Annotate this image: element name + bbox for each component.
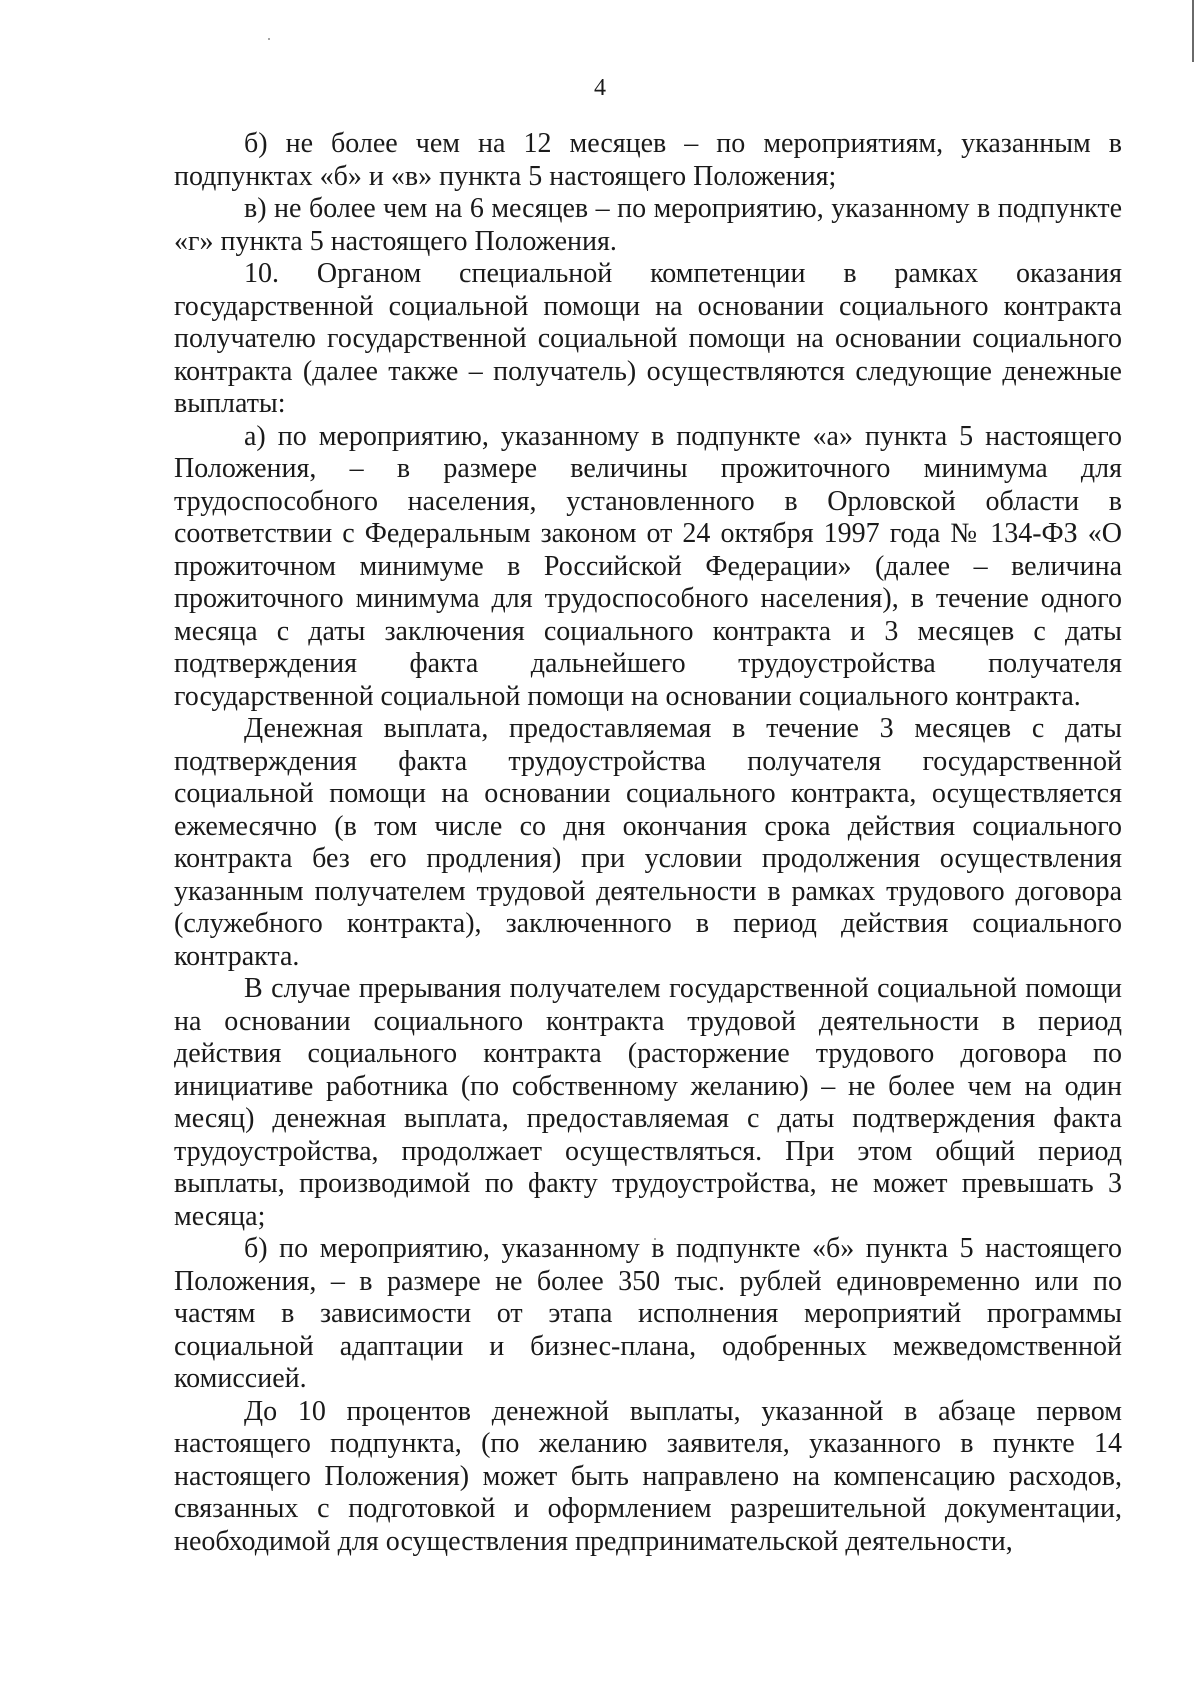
paragraph-v-term: в) не более чем на 6 месяцев – по мероприятию, указанному в подпункте «г» пункта 5 настоящего Положения. [174,193,1122,257]
paragraph-interruption: В случае прерывания получателем государственной социальной помощи на основании социального контракта трудовой деятельности в период действия социального контракта (расторжение трудового договора по инициативе работника (по собственному желанию) – не более чем на один месяц) денежная выплата, предоставляемая с даты подтверждения факта трудоустройства, продолжает осуществляться. При этом общий период выплаты, производимой по факту трудоустройства, не может превышать 3 месяца; [174,973,1122,1232]
paragraph-10-a: а) по мероприятию, указанному в подпункте «а» пункта 5 настоящего Положения, – в размере величины прожиточного минимума для трудоспособного населения, установленного в Орловской области в соответствии с Федеральным законом от 24 октября 1997 года № 134-ФЗ «О прожиточном минимуме в Российской Федерации» (далее – величина прожиточного минимума для трудоспособного населения), в течение одного месяца с даты заключения социального контракта и 3 месяцев с даты подтверждения факта дальнейшего трудоустройства получателя государственной социальной помощи на основании социального контракта. [174,420,1122,712]
paragraph-monthly-payment: Денежная выплата, предоставляемая в течение 3 месяцев с даты подтверждения факта трудоустройства получателя государственной социальной помощи на основании социального контракта, осуществляется ежемесячно (в том числе со дня окончания срока действия социального контракта без его продления) при условии продолжения осуществления указанным получателем трудовой деятельности в рамках трудового договора (служебного контракта), заключенного в период действия социального контракта. [174,713,1122,972]
document-body [174,128,1122,1558]
paragraph-ten-percent: До 10 процентов денежной выплаты, указанной в абзаце первом настоящего подпункта, (по желанию заявителя, указанного в пункте 14 настоящего Положения) может быть направлено на компенсацию расходов, связанных с подготовкой и оформлением разрешительной документации, необходимой для осуществления предпринимательской деятельности, [174,1395,1122,1557]
paragraph-10-b: б) по мероприятию, указанному в подпункте «б» пункта 5 настоящего Положения, – в размере не более 350 тыс. рублей единовременно или по частям в зависимости от этапа исполнения мероприятий программы социальной адаптации и бизнес-плана, одобренных межведомственной комиссией. [174,1233,1122,1394]
paragraph-b-term: б) не более чем на 12 месяцев – по мероприятиям, указанным в подпунктах «б» и «в» пункта 5 настоящего Положения; [174,128,1122,192]
scan-edge-mark [1192,0,1194,62]
scan-speck [268,38,270,40]
paragraph-10: 10. Органом специальной компетенции в рамках оказания государственной социальной помощи на основании социального контракта получателю государственной социальной помощи на основании социального контракта (далее также – получатель) осуществляются следующие денежные выплаты: [174,258,1122,419]
page-number: 4 [594,75,606,101]
